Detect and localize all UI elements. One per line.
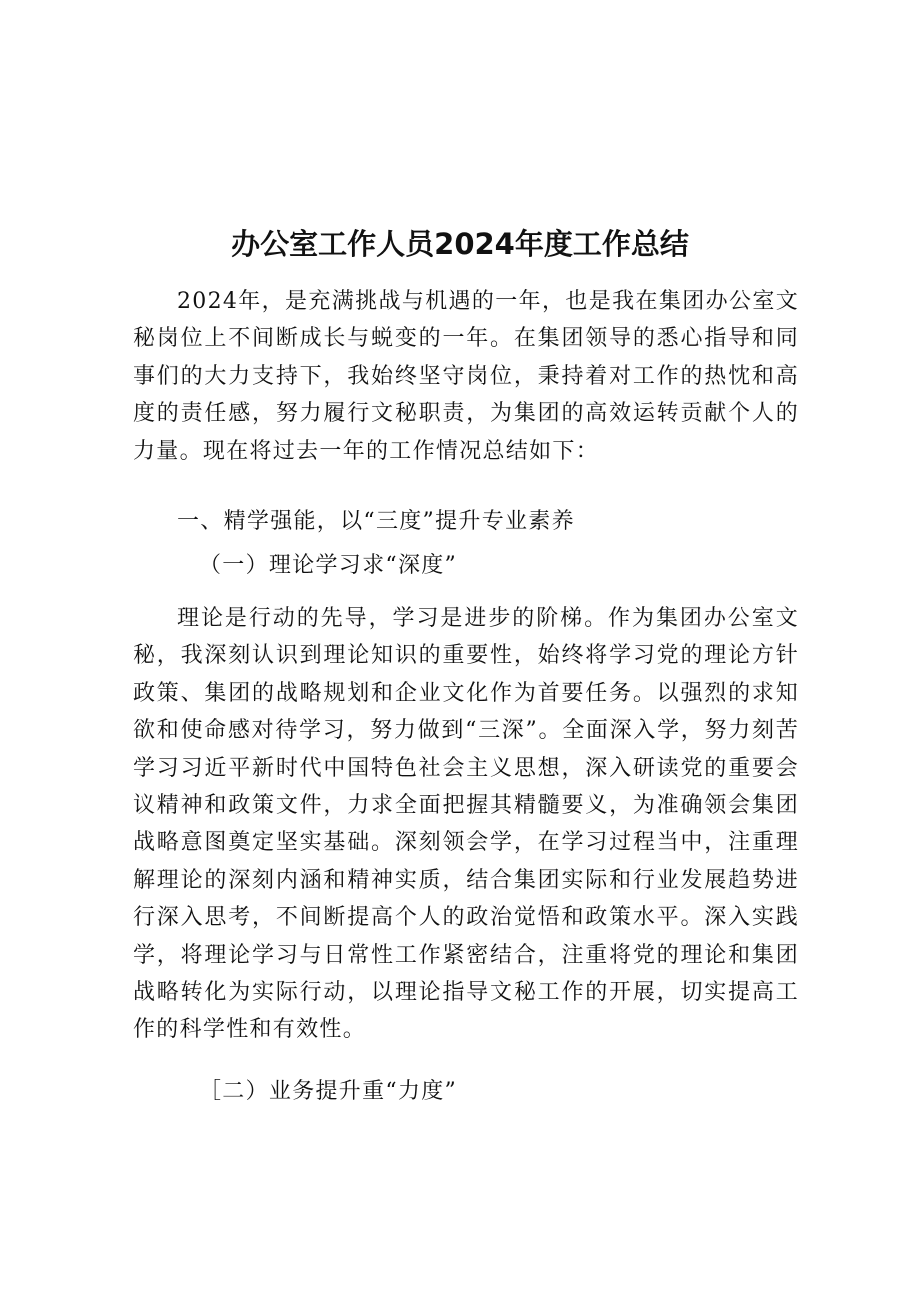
subsection-heading-1: （一）理论学习求“深度” [199,553,458,578]
theory-study-paragraph: 理论是行动的先导，学习是进步的阶梯。作为集团办公室文秘，我深刻认识到理论知识的重要性，始终将学习党的理论方针政策、集团的战略规划和企业文化作为首要任务。以强烈的求知欲和使命感对待学习，努力做到“三深”。全面深入学，努力刻苦学习习近平新时代中国特色社会主义思想，深入研读党的重要会议精神和政策文件，力求全面把握其精髓要义，为准确领会集团战略意图奠定坚实基础。深刻领会学，在学习过程当中，注重理解理论的深刻内涵和精神实质，结合集团实际和行业发展趋势进行深入思考，不间断提高个人的政治觉悟和政策水平。深入实践学，将理论学习与日常性工作紧密结合，注重将党的理论和集团战略转化为实际行动，以理论指导文秘工作的开展，切实提高工作的科学性和有效性。 [133,606,799,1043]
subsection-heading-2: ［二）业务提升重“力度” [199,1079,458,1104]
section-heading-1: 一、精学强能，以“三度”提升专业素养 [177,509,575,534]
document-title: 办公室工作人员2024年度工作总结 [231,227,689,261]
intro-paragraph: 2024年，是充满挑战与机遇的一年，也是我在集团办公室文秘岗位上不间断成长与蜕变的一年。在集团领导的悉心指导和同事们的大力支持下，我始终坚守岗位，秉持着对工作的热忱和高度的责任感，努力履行文秘职责，为集团的高效运转贡献个人的力量。现在将过去一年的工作情况总结如下： [133,289,799,464]
